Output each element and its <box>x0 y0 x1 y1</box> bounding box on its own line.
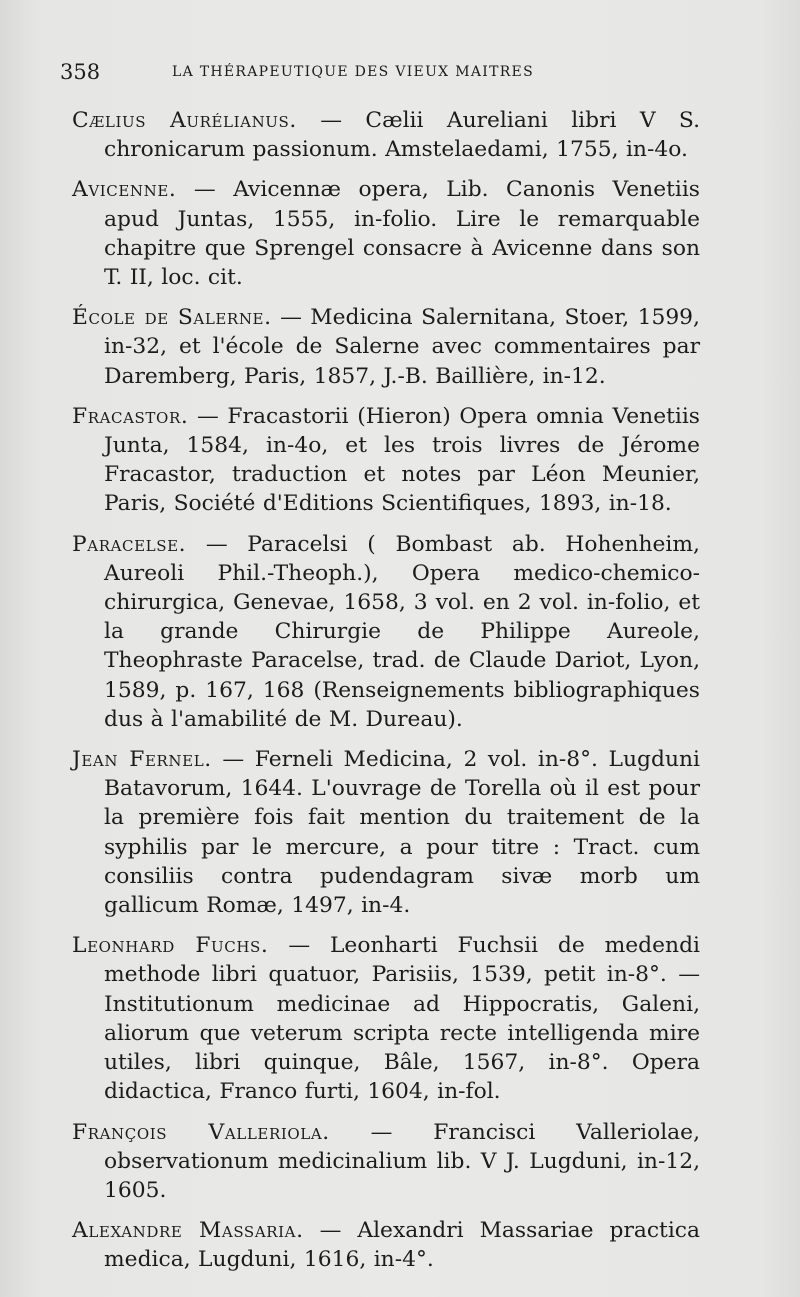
bibliography-entry <box>72 530 700 734</box>
entry-author: Fracastor. <box>72 403 189 429</box>
bibliography-entry <box>72 303 700 391</box>
bibliography-entry <box>72 1118 700 1206</box>
bibliography-entry <box>72 1216 700 1274</box>
entry-text: — Alexandri Massariae practica medica, Lugduni, 1616, in-4°. <box>104 1218 700 1273</box>
entry-text: — Ferneli Medicina, 2 vol. in-8°. Lugduni Batavorum, 1644. L'ouvrage de Torella où il est pour la première fois fait mention du traitement de la syphilis par le mercure, a pour titre : Tract. cum consiliis contra pudendagram sivæ morb um gallicum Romæ, 1497, in-4. <box>104 747 701 919</box>
entry-text: — Fracastorii (Hieron) Opera omnia Venetiis Junta, 1584, in-4o, et les trois livres de Jérome Fracastor, traduction et notes par Léon Meunier, Paris, Société d'Editions Scientifiques, 1893, in-18. <box>104 403 700 517</box>
entry-text: — Medicina Salernitana, Stoer, 1599, in-32, et l'école de Salerne avec commentaires par Daremberg, Paris, 1857, J.-B. Baillière, in-12. <box>104 305 700 389</box>
entry-author: Avicenne. <box>72 177 177 203</box>
bibliography-entry <box>72 931 700 1106</box>
page-header <box>60 60 750 90</box>
entry-author: Leonhard Fuchs. <box>72 933 269 959</box>
bibliography-entry <box>72 106 700 164</box>
entry-author: Paracelse. <box>72 531 187 557</box>
entry-author: Jean Fernel. <box>72 747 212 773</box>
running-title: LA THÉRAPEUTIQUE DES VIEUX MAITRES <box>172 64 534 80</box>
bibliography-entry <box>72 745 700 920</box>
entry-author: Cælius Aurélianus. <box>72 108 297 133</box>
entry-author: Alexandre Massaria. <box>72 1218 304 1244</box>
entry-text: — Leonharti Fuchsii de medendi methode libri quatuor, Parisiis, 1539, petit in-8°. — Institutionum medicinae ad Hippocratis, Galeni, aliorum que veterum scripta recte intelligenda mire utiles, libri quinque, Bâle, 1567, in-8°. Opera didactica, Franco furti, 1604, in-fol. <box>104 933 700 1105</box>
page-number: 358 <box>60 60 101 84</box>
entry-text: — Paracelsi ( Bombast ab. Hohenheim, Aureoli Phil.-Theoph.), Opera medico-chemico-chirurgica, Genevae, 1658, 3 vol. en 2 vol. in-folio, et la grande Chirurgie de Philippe Aureole, Theophraste Paracelse, trad. de Claude Dariot, Lyon, 1589, p. 167, 168 (Renseignements bibliographiques dus à l'amabilité de M. Dureau). <box>104 531 700 732</box>
entry-text: — Cælii Aureliani libri V S. chronicarum passionum. Amstelaedami, 1755, in-4o. <box>104 108 700 163</box>
entry-author: François Valleriola. <box>72 1119 330 1145</box>
entry-author: École de Salerne. <box>72 305 272 331</box>
bibliography-entry <box>72 402 700 519</box>
entry-text: — Francisci Valleriolae, observationum medicinalium lib. V J. Lugduni, in-12, 1605. <box>104 1119 700 1203</box>
entry-text: — Avicennæ opera, Lib. Canonis Venetiis apud Juntas, 1555, in-folio. Lire le remarquable chapitre que Sprengel consacre à Avicenne dans son T. II, loc. cit. <box>104 177 700 291</box>
bibliography-entry <box>72 175 700 292</box>
bibliography-list <box>72 106 700 1286</box>
